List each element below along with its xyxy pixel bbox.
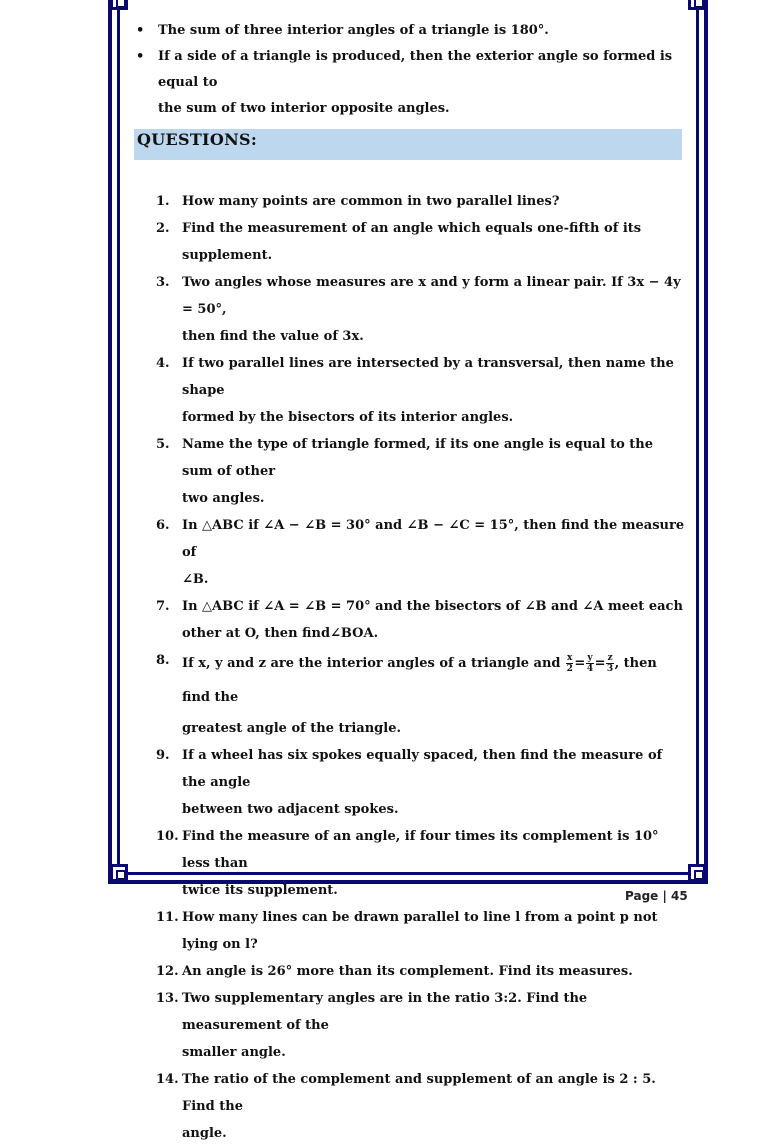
section-title: QUESTIONS: bbox=[137, 130, 258, 149]
section-header bbox=[134, 129, 682, 160]
question-number: 5. bbox=[156, 437, 170, 452]
question-text: If two parallel lines are intersected by a transversal, then name the shape bbox=[182, 356, 674, 398]
question-text: An angle is 26° more than its complement. Find its measures. bbox=[182, 964, 633, 979]
question-text: In △ABC if ∠A − ∠B = 30° and ∠B − ∠C = 15°, then find the measure of bbox=[182, 518, 685, 560]
border-corner-ornament bbox=[110, 864, 128, 882]
fraction bbox=[606, 653, 613, 674]
question-text-continued: greatest angle of the triangle. bbox=[182, 721, 401, 736]
question-text-continued: angle. bbox=[182, 1126, 227, 1141]
equals-sign: = bbox=[594, 656, 606, 671]
question-text-segment: , then find the bbox=[182, 656, 657, 705]
question-text-continued: between two adjacent spokes. bbox=[182, 802, 399, 817]
question-number: 3. bbox=[156, 275, 170, 290]
question-item bbox=[156, 823, 686, 904]
question-text: If a wheel has six spokes equally spaced, then find the measure of the angle bbox=[182, 748, 663, 790]
question-text: Two supplementary angles are in the ratio 3:2. Find the measurement of the bbox=[182, 991, 588, 1033]
question-item bbox=[156, 431, 686, 512]
question-text-continued: then find the value of 3x. bbox=[182, 329, 364, 344]
question-item bbox=[156, 188, 686, 215]
question-text: Two angles whose measures are x and y form a linear pair. If 3x − 4y = 50°, bbox=[182, 275, 681, 317]
question-text-continued: formed by the bisectors of its interior angles. bbox=[182, 410, 514, 425]
fraction bbox=[586, 653, 593, 674]
bullet-text-continued: the sum of two interior opposite angles. bbox=[158, 101, 450, 116]
border-corner-ornament bbox=[110, 0, 128, 10]
border-corner-ornament bbox=[688, 864, 706, 882]
page-number: Page | 45 bbox=[625, 889, 688, 903]
question-item bbox=[156, 215, 686, 269]
question-item bbox=[156, 593, 686, 647]
question-text-segment: If x, y and z are the interior angles of a triangle and bbox=[182, 656, 566, 671]
fraction-numerator: z bbox=[607, 653, 613, 663]
question-number: 6. bbox=[156, 518, 170, 533]
question-item bbox=[156, 958, 686, 985]
question-text bbox=[182, 647, 686, 715]
fraction-denominator: 3 bbox=[606, 664, 614, 674]
question-item bbox=[156, 985, 686, 1066]
fraction-denominator: 2 bbox=[566, 664, 573, 674]
question-text-continued: smaller angle. bbox=[182, 1045, 286, 1060]
bullet-icon: • bbox=[136, 49, 145, 64]
question-list bbox=[156, 188, 686, 1147]
question-number: 10. bbox=[156, 829, 179, 844]
question-text-continued: ∠B. bbox=[182, 572, 209, 587]
bullet-item bbox=[134, 18, 684, 44]
question-item bbox=[156, 1066, 686, 1147]
question-text: In △ABC if ∠A = ∠B = 70° and the bisectors of ∠B and ∠A meet each bbox=[182, 599, 683, 614]
fraction bbox=[566, 653, 573, 674]
fraction-numerator: y bbox=[587, 653, 593, 663]
question-text-continued: two angles. bbox=[182, 491, 265, 506]
question-number: 2. bbox=[156, 221, 170, 236]
border-corner-ornament bbox=[688, 0, 706, 10]
question-text: Find the measure of an angle, if four times its complement is 10° less than bbox=[182, 829, 659, 871]
question-item bbox=[156, 647, 686, 742]
question-text: Name the type of triangle formed, if its one angle is equal to the sum of other bbox=[182, 437, 653, 479]
bullet-text: The sum of three interior angles of a triangle is 180°. bbox=[158, 23, 549, 38]
question-text-continued: other at O, then find∠BOA. bbox=[182, 626, 379, 641]
question-number: 7. bbox=[156, 599, 170, 614]
question-number: 13. bbox=[156, 991, 179, 1006]
bullet-text: If a side of a triangle is produced, then the exterior angle so formed is equal to bbox=[158, 49, 673, 90]
question-number: 1. bbox=[156, 194, 170, 209]
fraction-denominator: 4 bbox=[586, 664, 594, 674]
bullet-list bbox=[134, 18, 684, 122]
question-text: How many lines can be drawn parallel to line l from a point p not lying on l? bbox=[182, 910, 658, 952]
question-text: The ratio of the complement and supplement of an angle is 2 : 5. Find the bbox=[182, 1072, 656, 1114]
bullet-item bbox=[134, 44, 684, 122]
question-number: 8. bbox=[156, 653, 170, 668]
question-text: How many points are common in two parallel lines? bbox=[182, 194, 560, 209]
question-number: 9. bbox=[156, 748, 170, 763]
question-number: 4. bbox=[156, 356, 170, 371]
question-item bbox=[156, 512, 686, 593]
fraction-numerator: x bbox=[567, 653, 573, 663]
question-number: 14. bbox=[156, 1072, 179, 1087]
question-number: 12. bbox=[156, 964, 179, 979]
question-item bbox=[156, 904, 686, 958]
bullet-icon: • bbox=[136, 23, 145, 38]
question-item bbox=[156, 742, 686, 823]
question-text: Find the measurement of an angle which equals one-fifth of its supplement. bbox=[182, 221, 642, 263]
key-points bbox=[134, 18, 684, 122]
question-item bbox=[156, 269, 686, 350]
question-text-continued: twice its supplement. bbox=[182, 883, 338, 898]
question-item bbox=[156, 350, 686, 431]
equals-sign: = bbox=[574, 656, 586, 671]
question-number: 11. bbox=[156, 910, 179, 925]
